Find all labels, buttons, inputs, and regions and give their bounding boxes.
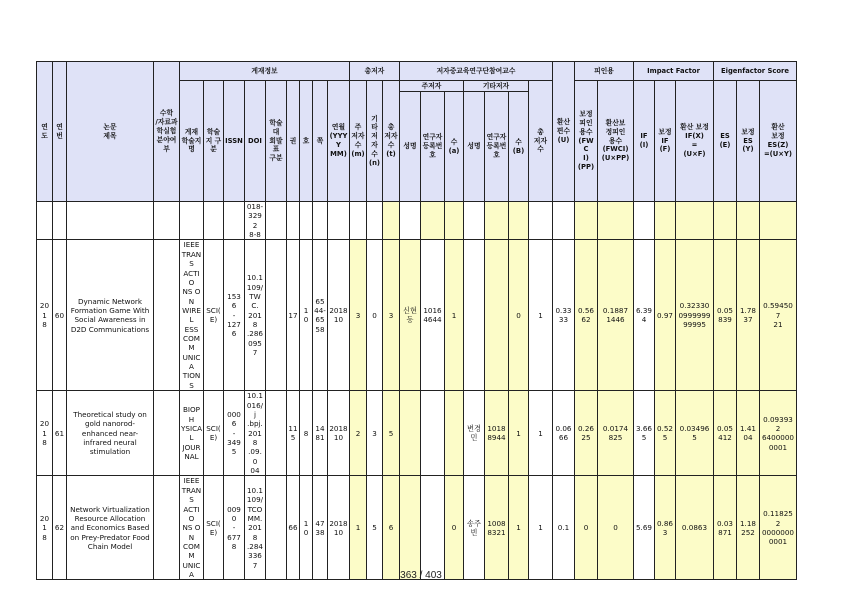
header-total-participants: 총 저자 수 <box>529 81 553 202</box>
row-converted-citation: 0.0174 825 <box>598 391 634 476</box>
header-es-corrected: 보정 ES (Y) <box>737 81 760 202</box>
row-date: 2018 10 <box>328 240 350 391</box>
row-issn: 0006 - 3495 <box>224 391 245 476</box>
header-main-researcher-id: 연구자 등록번 호 <box>421 92 445 202</box>
header-eigenfactor: Eigenfactor Score <box>714 62 797 81</box>
row-other-name: 송주 빈 <box>464 476 485 580</box>
row-title: Dynamic Network Formation Game With Social Awareness in D2D Communications <box>67 240 154 391</box>
row-volume: 66 <box>287 476 300 580</box>
row-other-id: 1018 8944 <box>485 391 509 476</box>
header-converted-citation: 환산보 정피인 용수 (FWCI) (U×PP) <box>598 81 634 202</box>
row-year: 201 8 <box>37 391 53 476</box>
row-count-b: 0 <box>509 240 529 391</box>
row-doi: 10.1 109/ TCO MM. 2018 .284 3367 <box>245 476 266 580</box>
header-issue: 호 <box>300 81 313 202</box>
row-count-a: 0 <box>445 476 464 580</box>
row-count-b: 1 <box>509 476 529 580</box>
row-count-a <box>445 391 464 476</box>
row-pages: 47 38 <box>313 476 328 580</box>
row-es: 0.03 871 <box>714 476 737 580</box>
row-es-converted: 0.118252 0000000 0001 <box>760 476 797 580</box>
row-citation-index: 0.26 25 <box>575 391 598 476</box>
row-main-authors: 2 <box>350 391 367 476</box>
row-category: SCI( E) <box>204 391 224 476</box>
row-converted-count: 0.33 33 <box>553 240 575 391</box>
header-if-corrected: 보정 IF (F) <box>655 81 676 202</box>
row-if-corrected: 0.86 3 <box>655 476 676 580</box>
row-main-name <box>400 476 421 580</box>
row-citation-index: 0 <box>575 476 598 580</box>
row-other-id: 1008 8321 <box>485 476 509 580</box>
row-es: 0.05 412 <box>714 391 737 476</box>
row-date: 2018 10 <box>328 476 350 580</box>
row-total-authors: 3 <box>383 240 400 391</box>
row-es-corrected: 1.41 04 <box>737 391 760 476</box>
header-participants: 저자중교육연구단참여교수 <box>400 62 553 81</box>
row-year: 201 8 <box>37 240 53 391</box>
table-row <box>37 391 797 476</box>
header-main-author-group: 주저자 <box>400 81 464 92</box>
row-es-converted: 0.594507 21 <box>760 240 797 391</box>
row-date: 2018 10 <box>328 391 350 476</box>
row-count-b: 1 <box>509 391 529 476</box>
row-issue: 1 0 <box>300 476 313 580</box>
row-if: 5.69 <box>634 476 655 580</box>
header-pub-date: 연월 (YYYY MM) <box>328 81 350 202</box>
row-es-corrected: 1.18 252 <box>737 476 760 580</box>
row-if-converted: 0.03496 5 <box>676 391 714 476</box>
header-volume: 권 <box>287 81 300 202</box>
header-authors: 총저자 <box>350 62 400 81</box>
row-issn: 0090 - 6778 <box>224 476 245 580</box>
header-citations: 피인용 <box>575 62 634 81</box>
header-main-authors: 주 저자 수 (m) <box>350 81 367 202</box>
row-doi: 10.1 016/j .bpj. 2018 .09.0 04 <box>245 391 266 476</box>
row-other-authors: 3 <box>367 391 383 476</box>
row-official <box>266 476 287 580</box>
header-es-converted: 환산 보정 ES(Z) =(U×Y) <box>760 81 797 202</box>
row-total-authors: 6 <box>383 476 400 580</box>
research-output-table <box>36 61 797 580</box>
row-if-corrected: 0.52 5 <box>655 391 676 476</box>
header-if: IF (I) <box>634 81 655 202</box>
row-citation-index: 0.56 62 <box>575 240 598 391</box>
header-impact-factor: Impact Factor <box>634 62 714 81</box>
continuation-row <box>37 202 797 240</box>
row-es-corrected: 1.78 37 <box>737 240 760 391</box>
row-pages: 65 44- 65 58 <box>313 240 328 391</box>
row-official <box>266 391 287 476</box>
row-converted-count: 0.06 66 <box>553 391 575 476</box>
header-if-converted: 환산 보정 IF(X) = (U×F) <box>676 81 714 202</box>
continuation-doi: 018- 3292 8-8 <box>245 202 266 240</box>
header-awarded: 수학 /자료과 학실험 분야여 부 <box>154 62 180 202</box>
header-journal-info: 게재정보 <box>180 62 350 81</box>
table-row <box>37 476 797 580</box>
page-number: 363 / 403 <box>400 570 442 581</box>
row-other-id <box>485 240 509 391</box>
row-volume: 17 <box>287 240 300 391</box>
header-other-authors: 기타 저자 수 (n) <box>367 81 383 202</box>
header-total-authors: 총 저자 수 (t) <box>383 81 400 202</box>
row-if-converted: 0.0863 <box>676 476 714 580</box>
header-es: ES (E) <box>714 81 737 202</box>
row-journal: IEEE TRANS ACTIO NS ON COMM UNICA <box>180 476 204 580</box>
row-doi: 10.1 109/ TWC. 2018 .286 0957 <box>245 240 266 391</box>
row-es-converted: 0.093932 6400000 0001 <box>760 391 797 476</box>
header-count-a: 수 (a) <box>445 92 464 202</box>
row-pages: 14 81 <box>313 391 328 476</box>
row-serial: 60 <box>53 240 67 391</box>
row-issn: 1536 - 1276 <box>224 240 245 391</box>
header-other-author-group: 기타저자 <box>464 81 529 92</box>
row-title: Network Virtualization Resource Allocation and Economics Based on Prey-Predator Food Chain Model <box>67 476 154 580</box>
row-if: 3.66 5 <box>634 391 655 476</box>
row-main-authors: 3 <box>350 240 367 391</box>
row-journal: IEEE TRANS ACTIO NS ON WIREL ESS COMM UNICA TIONS <box>180 240 204 391</box>
row-other-authors: 0 <box>367 240 383 391</box>
header-paper-title: 논문 제목 <box>67 62 154 202</box>
row-other-name: 변경 민 <box>464 391 485 476</box>
row-journal: BIOPH YSICA L JOUR NAL <box>180 391 204 476</box>
row-total-participants: 1 <box>529 391 553 476</box>
row-other-authors: 5 <box>367 476 383 580</box>
row-serial: 62 <box>53 476 67 580</box>
row-official <box>266 240 287 391</box>
row-year: 201 8 <box>37 476 53 580</box>
header-pages: 쪽 <box>313 81 328 202</box>
row-if: 6.39 4 <box>634 240 655 391</box>
row-if-corrected: 0.97 <box>655 240 676 391</box>
row-converted-citation: 0.1887 1446 <box>598 240 634 391</box>
row-main-id <box>421 391 445 476</box>
header-year: 연도 <box>37 62 53 202</box>
row-converted-count: 0.1 <box>553 476 575 580</box>
header-journal-official: 학술대 회발표 구분 <box>266 81 287 202</box>
row-main-authors: 1 <box>350 476 367 580</box>
row-category: SCI( E) <box>204 476 224 580</box>
row-converted-citation: 0 <box>598 476 634 580</box>
row-issue: 1 0 <box>300 240 313 391</box>
row-title: Theoretical study on gold nanorod-enhanced near-infrared neural stimulation <box>67 391 154 476</box>
row-if-converted: 0.32330 0999999 99995 <box>676 240 714 391</box>
header-journal-category: 학술 지 구 분 <box>204 81 224 202</box>
header-journal-name: 게재 학술지 명 <box>180 81 204 202</box>
header-count-b: 수 (B) <box>509 92 529 202</box>
row-awarded <box>154 240 180 391</box>
header-issn: ISSN <box>224 81 245 202</box>
row-es: 0.05 839 <box>714 240 737 391</box>
row-serial: 61 <box>53 391 67 476</box>
header-citation-index: 보정 피인 용수 (FWC I) (PP) <box>575 81 598 202</box>
row-awarded <box>154 391 180 476</box>
row-total-participants: 1 <box>529 476 553 580</box>
row-other-name <box>464 240 485 391</box>
row-count-a: 1 <box>445 240 464 391</box>
row-volume: 11 5 <box>287 391 300 476</box>
row-main-id <box>421 476 445 580</box>
header-doi: DOI <box>245 81 266 202</box>
row-category: SCI( E) <box>204 240 224 391</box>
row-total-participants: 1 <box>529 240 553 391</box>
row-main-id: 1016 4644 <box>421 240 445 391</box>
header-other-name: 성명 <box>464 92 485 202</box>
header-serial: 연번 <box>53 62 67 202</box>
header-converted-count: 환산 편수 (U) <box>553 62 575 202</box>
header-main-name: 성명 <box>400 92 421 202</box>
table-row <box>37 240 797 391</box>
row-issue: 8 <box>300 391 313 476</box>
row-awarded <box>154 476 180 580</box>
header-other-researcher-id: 연구자 등록번 호 <box>485 92 509 202</box>
row-main-name <box>400 391 421 476</box>
row-total-authors: 5 <box>383 391 400 476</box>
row-main-name: 신현 동 <box>400 240 421 391</box>
